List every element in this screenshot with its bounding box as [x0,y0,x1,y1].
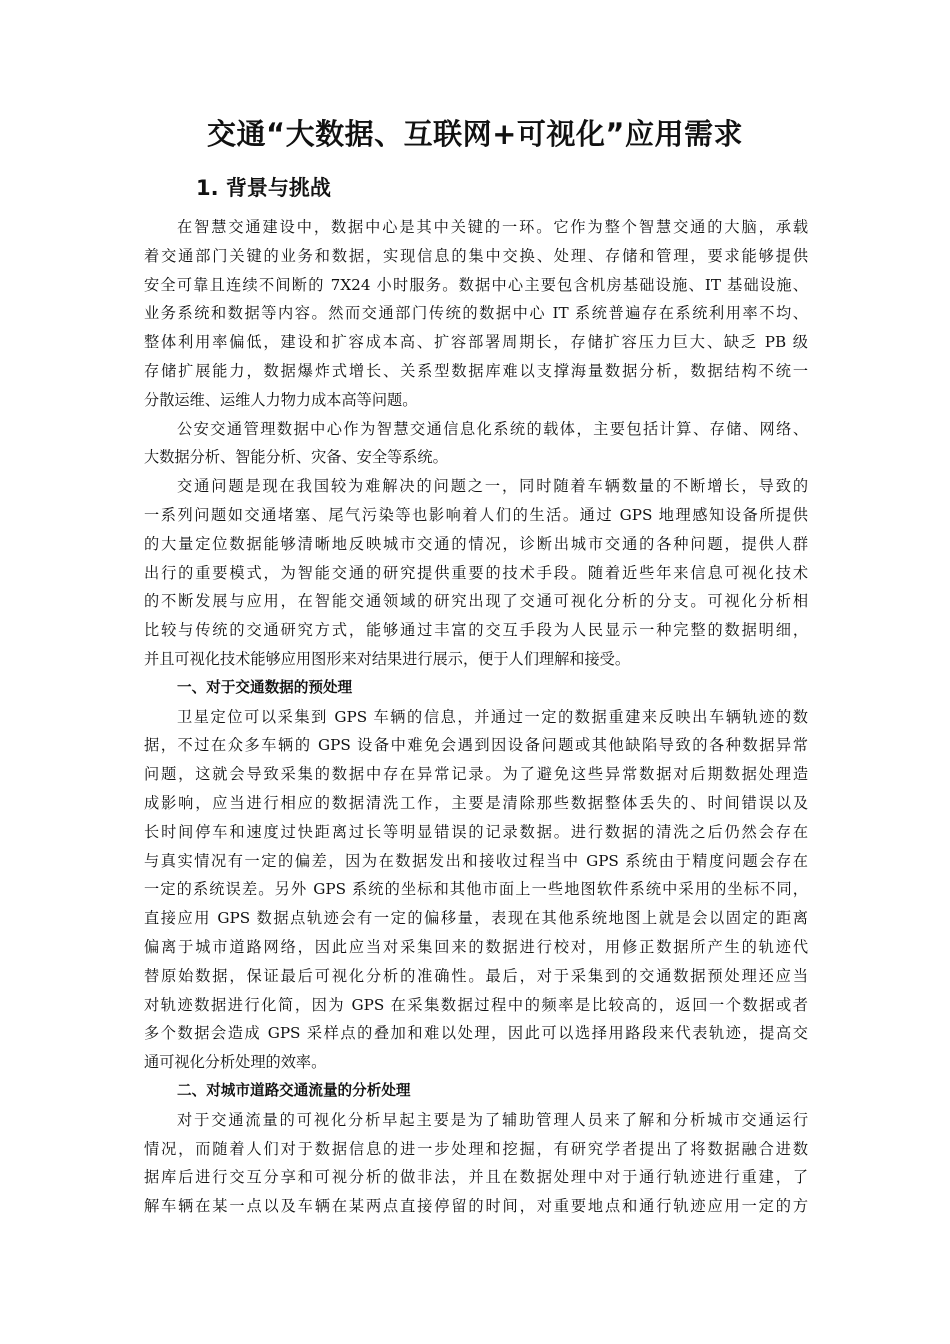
subsection-heading: 二、对城市道路交通流量的分析处理 [177,1081,411,1099]
paragraph-line: 与真实情况有一定的偏差，因为在数据发出和接收过程当中 GPS 系统由于精度问题会存在 [144,851,808,870]
paragraph-line: 出行的重要模式，为智能交通的研究提供重要的技术手段。随着近些年来信息可视化技术 [144,563,808,582]
paragraph-line: 解车辆在某一点以及车辆在某两点直接停留的时间，对重要地点和通行轨迹应用一定的方 [144,1197,808,1216]
paragraph-line: 直接应用 GPS 数据点轨迹会有一定的偏移量，表现在其他系统地图上就是会以固定的距离 [144,909,808,928]
paragraph-line: 整体利用率偏低，建设和扩容成本高、扩容部署周期长，存储扩容压力巨大、缺乏 PB 级 [144,333,808,352]
paragraph-line: 的大量定位数据能够清晰地反映城市交通的情况，诊断出城市交通的各种问题，提供人群 [144,534,808,553]
document-title: 交通“大数据、互联网+可视化”应用需求 [207,117,743,151]
paragraph-line: 一定的系统误差。另外 GPS 系统的坐标和其他市面上一些地图软件系统中采用的坐标不同， [144,880,808,899]
paragraph-line: 的不断发展与应用，在智能交通领域的研究出现了交通可视化分析的分支。可视化分析相 [144,592,808,611]
paragraph-line: 对于交通流量的可视化分析早起主要是为了辅助管理人员来了解和分析城市交通运行 [177,1110,808,1129]
paragraph-line: 分散运维、运维人力物力成本高等问题。 [144,390,418,409]
paragraph-line: 情况，而随着人们对于数据信息的进一步处理和挖掘，有研究学者提出了将数据融合进数 [144,1139,808,1158]
paragraph-line: 对轨迹数据进行化简，因为 GPS 在采集数据过程中的频率是比较高的，返回一个数据或者 [144,995,808,1014]
paragraph-line: 通可视化分析处理的效率。 [144,1053,327,1072]
paragraph-line: 交通问题是现在我国较为难解决的问题之一，同时随着车辆数量的不断增长，导致的 [177,477,808,496]
paragraph-line: 替原始数据，保证最后可视化分析的准确性。最后，对于采集到的交通数据预处理还应当 [144,966,808,985]
paragraph-line: 着交通部门关键的业务和数据，实现信息的集中交换、处理、存储和管理，要求能够提供 [144,246,808,265]
paragraph-line: 据，不过在众多车辆的 GPS 设备中难免会遇到因设备问题或其他缺陷导致的各种数据异常 [144,736,808,755]
paragraph-line: 业务系统和数据等内容。然而交通部门传统的数据中心 IT 系统普遍存在系统利用率不均、 [144,304,808,323]
paragraph-line: 安全可靠且连续不间断的 7X24 小时服务。数据中心主要包含机房基础设施、IT 基础设施、 [144,275,808,294]
paragraph-line: 比较与传统的交通研究方式，能够通过丰富的交互手段为人民显示一种完整的数据明细， [144,621,808,640]
paragraph-line: 偏离于城市道路网络，因此应当对采集回来的数据进行校对，用修正数据所产生的轨迹代 [144,937,808,956]
paragraph-line: 卫星定位可以采集到 GPS 车辆的信息，并通过一定的数据重建来反映出车辆轨迹的数 [177,707,808,726]
paragraph-line: 成影响，应当进行相应的数据清洗工作，主要是清除那些数据整体丢失的、时间错误以及 [144,793,808,812]
section-heading: 1. 背景与挑战 [196,176,331,200]
paragraph-line: 长时间停车和速度过快距离过长等明显错误的记录数据。进行数据的清洗之后仍然会存在 [144,822,808,841]
paragraph-line: 问题，这就会导致采集的数据中存在异常记录。为了避免这些异常数据对后期数据处理造 [144,765,808,784]
document-body [144,213,808,1221]
paragraph-line: 在智慧交通建设中，数据中心是其中关键的一环。它作为整个智慧交通的大脑，承载 [177,218,808,236]
paragraph-line: 据库后进行交互分享和可视分析的做非法，并且在数据处理中对于通行轨迹进行重建，了 [144,1168,808,1187]
paragraph-line: 并且可视化技术能够应用图形来对结果进行展示，便于人们理解和接受。 [144,649,630,668]
paragraph-line: 公安交通管理数据中心作为智慧交通信息化系统的载体，主要包括计算、存储、网络、 [177,419,808,438]
paragraph-line: 存储扩展能力，数据爆炸式增长、关系型数据库难以支撑海量数据分析，数据结构不统一 [144,361,808,380]
paragraph-line: 多个数据会造成 GPS 采样点的叠加和难以处理，因此可以选择用路段来代表轨迹，提高交 [144,1024,808,1043]
paragraph-line: 一系列问题如交通堵塞、尾气污染等也影响着人们的生活。通过 GPS 地理感知设备所提供 [144,505,808,524]
subsection-heading: 一、对于交通数据的预处理 [177,678,353,696]
paragraph-line: 大数据分析、智能分析、灾备、安全等系统。 [144,448,448,467]
